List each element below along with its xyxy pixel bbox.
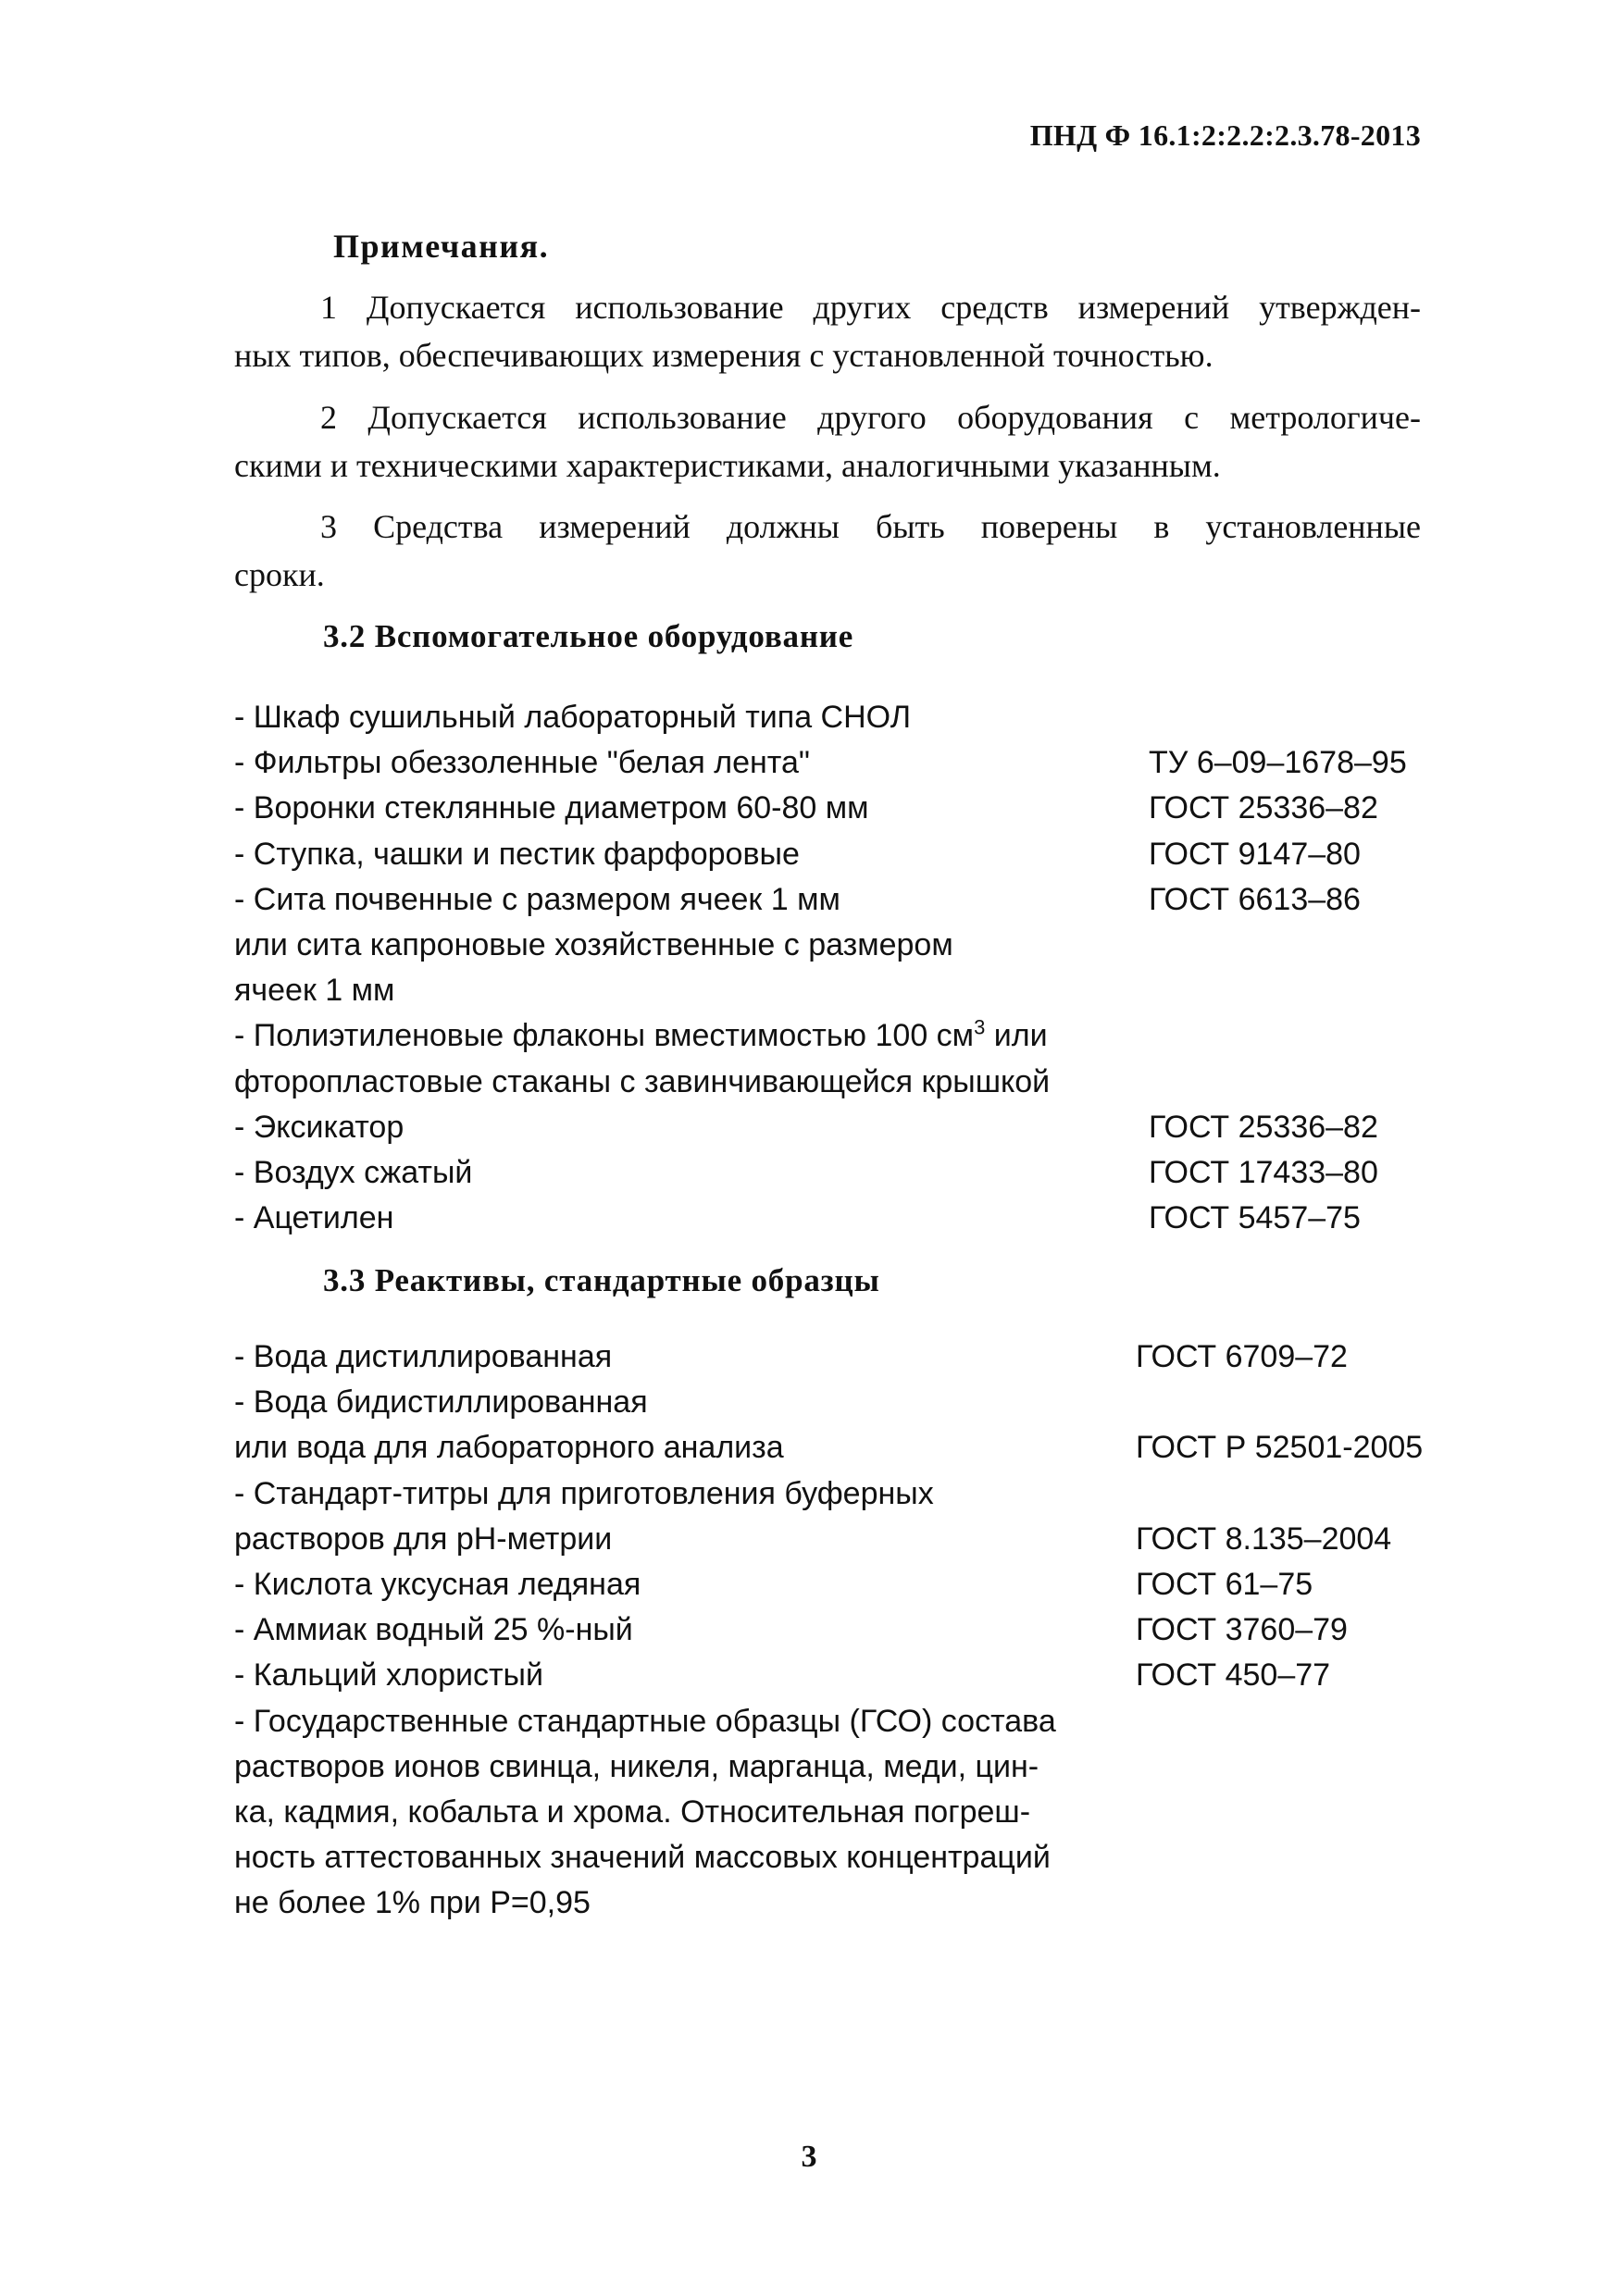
list-item: [234, 1471, 1465, 1517]
item-name: ячеек 1 мм: [234, 973, 395, 1009]
list-item: [234, 1425, 1465, 1471]
list-item: [234, 968, 1465, 1013]
item-name: [234, 1013, 1048, 1059]
item-standard: ГОСТ 450–77: [1136, 1657, 1331, 1694]
list-item: [234, 1607, 1465, 1653]
item-name-tail: или: [985, 1018, 1048, 1054]
item-name: растворов ионов свинца, никеля, марганца, меди, цин-: [234, 1748, 1039, 1784]
reagents-list: [234, 1334, 1465, 1926]
item-name: - Воронки стеклянные диаметром 60-80 мм: [234, 790, 869, 826]
item-name: - Сита почвенные с размером ячеек 1 мм: [234, 881, 840, 917]
list-item: [234, 1653, 1465, 1698]
notes-heading: Примечания.: [333, 228, 550, 265]
list-item: [234, 1880, 1465, 1926]
item-name: - Эксикатор: [234, 1109, 404, 1145]
list-item: [234, 1699, 1465, 1744]
list-item: [234, 1562, 1465, 1607]
item-name: - Ступка, чашки и пестик фарфоровые: [234, 836, 800, 872]
note-paragraph-1: [234, 283, 1421, 379]
item-standard: ГОСТ 9147–80: [1149, 836, 1361, 872]
document-code: ПНД Ф 16.1:2:2.2:2.3.78-2013: [1029, 118, 1421, 152]
item-name: - Фильтры обеззоленные "белая лента": [234, 745, 810, 781]
item-standard: ТУ 6–09–1678–95: [1149, 745, 1407, 781]
page-number: 3: [801, 2140, 817, 2174]
item-standard: ГОСТ 25336–82: [1149, 790, 1378, 826]
list-item: [234, 1196, 1465, 1241]
list-item: [234, 786, 1465, 831]
item-name: - Кальций хлористый: [234, 1657, 543, 1694]
item-name: - Воздух сжатый: [234, 1154, 473, 1190]
item-standard: ГОСТ 17433–80: [1149, 1154, 1378, 1190]
item-name: ка, кадмия, кобальта и хрома. Относительная погреш-: [234, 1793, 1031, 1830]
item-name: или сита капроновые хозяйственные с размером: [234, 926, 953, 962]
list-item: [234, 1105, 1465, 1150]
item-standard: ГОСТ 61–75: [1136, 1566, 1313, 1602]
item-name-text: - Полиэтиленовые флаконы вместимостью 100 см: [234, 1018, 975, 1054]
note-paragraph-2: [234, 393, 1421, 490]
note-2-line-1: 2 Допускается использование другого оборудования с метрологиче-: [320, 399, 1421, 436]
item-name: - Аммиак водный 25 %-ный: [234, 1612, 633, 1648]
item-name: - Стандарт-титры для приготовления буферных: [234, 1475, 934, 1511]
item-name: - Кислота уксусная ледяная: [234, 1566, 641, 1602]
note-3-line-1: 3 Средства измерений должны быть поверены в установленные: [320, 508, 1421, 545]
note-1-line-2: ных типов, обеспечивающих измерения с установленной точностью.: [234, 337, 1214, 374]
list-item: [234, 1517, 1465, 1562]
item-name: - Шкаф сушильный лабораторный типа СНОЛ: [234, 700, 912, 735]
note-paragraph-3: [234, 503, 1421, 599]
auxiliary-equipment-list: [234, 695, 1465, 1241]
item-name: ность аттестованных значений массовых концентраций: [234, 1840, 1051, 1876]
unit-superscript: 3: [974, 1015, 986, 1039]
item-name: растворов для рН-метрии: [234, 1520, 613, 1557]
list-item: [234, 1744, 1465, 1790]
list-item: [234, 740, 1465, 786]
item-name: - Вода бидистиллированная: [234, 1384, 648, 1421]
list-item: [234, 1334, 1465, 1380]
list-item: [234, 1060, 1465, 1105]
item-standard: ГОСТ 8.135–2004: [1136, 1520, 1392, 1557]
note-2-line-2: скими и техническими характеристиками, аналогичными указанным.: [234, 447, 1221, 484]
item-standard: ГОСТ 5457–75: [1149, 1200, 1361, 1236]
item-name: не более 1% при Р=0,95: [234, 1885, 591, 1921]
list-item: [234, 923, 1465, 968]
item-standard: ГОСТ 25336–82: [1149, 1109, 1378, 1145]
list-item: [234, 877, 1465, 923]
section-heading-reagents: 3.3 Реактивы, стандартные образцы: [323, 1262, 880, 1298]
item-standard: ГОСТ 3760–79: [1136, 1612, 1348, 1648]
item-name: - Вода дистиллированная: [234, 1339, 613, 1374]
item-name: фторопластовые стаканы с завинчивающейся крышкой: [234, 1063, 1051, 1099]
list-item: [234, 832, 1465, 877]
list-item: [234, 1013, 1465, 1059]
note-3-line-2: сроки.: [234, 556, 325, 593]
section-heading-auxiliary: 3.2 Вспомогательное оборудование: [323, 618, 854, 654]
item-standard: ГОСТ Р 52501-2005: [1136, 1430, 1424, 1466]
item-standard: ГОСТ 6613–86: [1149, 881, 1361, 917]
note-1-line-1: 1 Допускается использование других средств измерений утвержден-: [320, 289, 1421, 326]
list-item: [234, 1790, 1465, 1835]
list-item: [234, 695, 1465, 740]
item-name: или вода для лабораторного анализа: [234, 1430, 784, 1466]
list-item: [234, 1380, 1465, 1425]
list-item: [234, 1835, 1465, 1880]
item-name: - Ацетилен: [234, 1200, 394, 1236]
item-name: - Государственные стандартные образцы (ГСО) состава: [234, 1703, 1056, 1739]
list-item: [234, 1150, 1465, 1196]
item-standard: ГОСТ 6709–72: [1136, 1339, 1348, 1374]
